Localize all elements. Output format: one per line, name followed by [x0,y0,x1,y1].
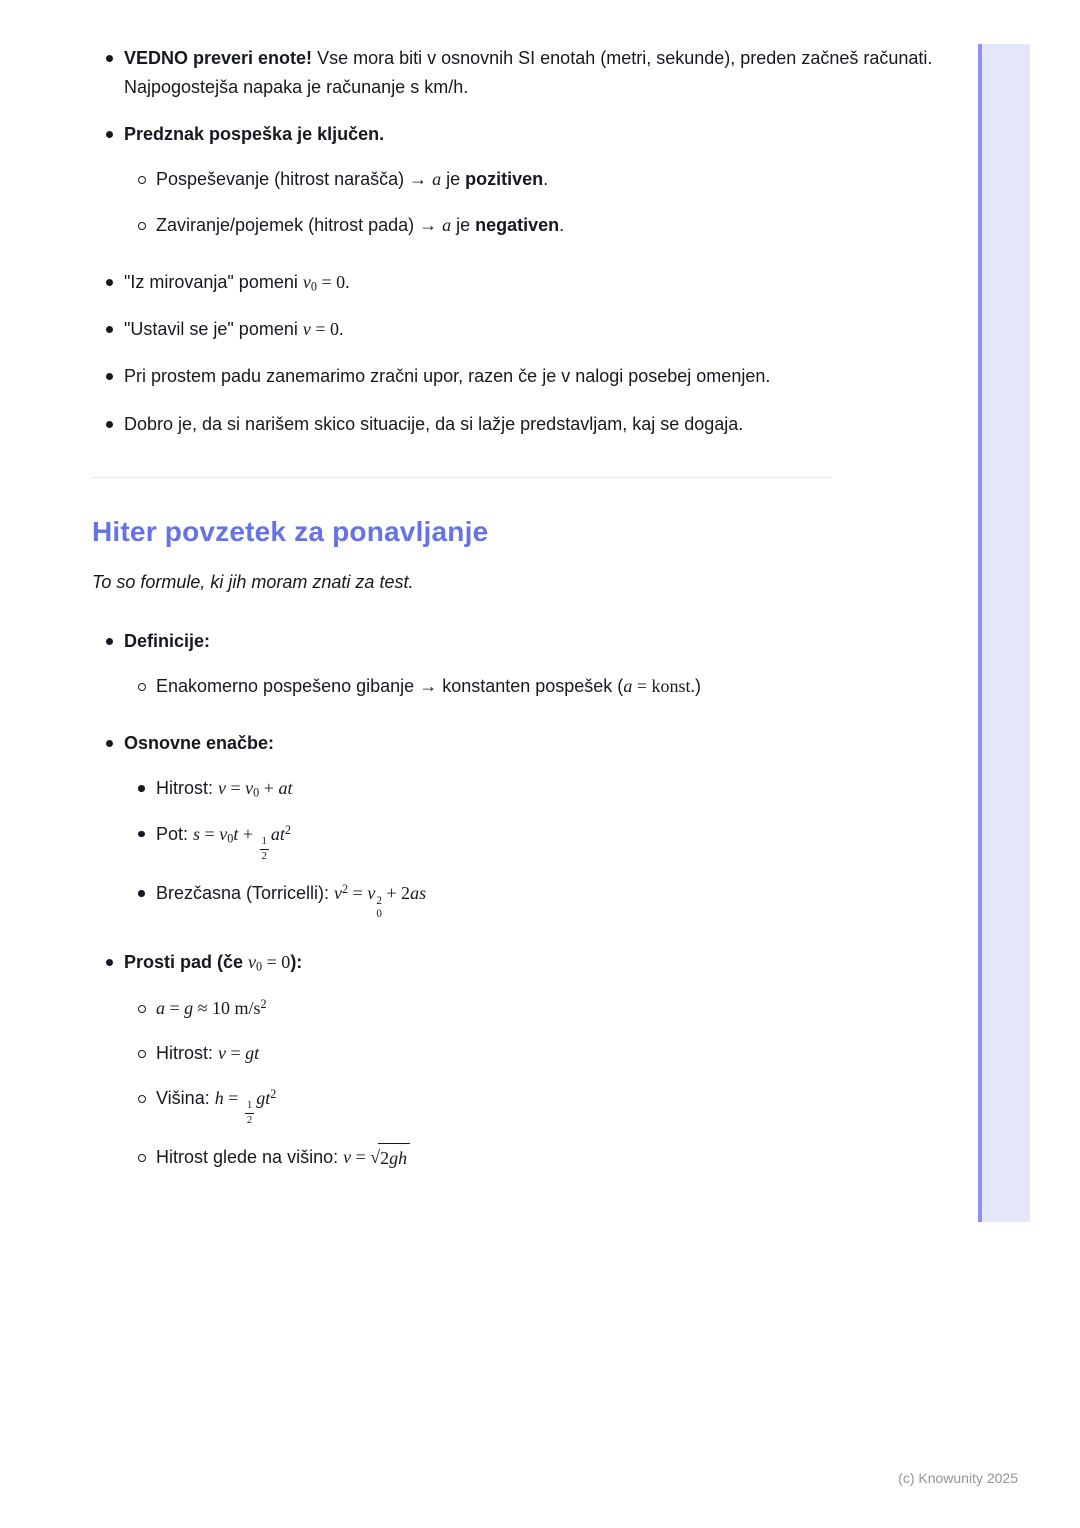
list-item [92,948,934,978]
list-item-text: a = g ≈ 10 $m/s^2$ [156,996,267,1018]
bullet-icon [104,120,124,149]
bullet-icon [136,820,156,863]
document-content [92,44,934,1174]
notes-list [92,44,934,439]
list-item [92,120,934,149]
list-item-text: Brezčasna (Torricelli): $v^2 = v$ 2 0 + 2as [156,881,427,920]
list-item-text: Zaviranje/pojemek (hitrost pada) → a je negativen. [156,214,565,235]
list-item-text: Dobro je, da si narišem skico situacije, da si lažje predstavljam, kaj se dogaja. [124,413,744,434]
list-item [92,1084,934,1127]
sup-sub-stack: 2 0 [376,894,382,920]
list-item-text: Enakomerno pospešeno gibanje → konstanten pospešek (a = konst.) [156,675,701,696]
list-item-text: Predznak pospeška je ključen. [124,124,385,145]
list-item [92,268,934,298]
section-divider [92,477,832,478]
bullet-icon [104,362,124,391]
bullet-icon [104,315,124,344]
bullet-icon [136,879,156,920]
list-item-text: Pospeševanje (hitrost narašča) → a je pozitiven. [156,169,549,190]
bullet-icon [136,1039,156,1068]
fraction: $\frac{1}{2}$ [246,1099,253,1126]
scrollbar-track[interactable] [978,44,1030,1222]
list-item [92,672,934,701]
bullet-icon [136,1084,156,1127]
bullet-icon [104,729,124,758]
section-heading: Hiter povzetek za ponavljanje [92,515,489,547]
list-item-text: Pot: $s = v_0t$ + $\frac{1}{2}$ $at^2$ [156,822,292,862]
bullet-icon [136,165,156,194]
list-item [92,820,934,863]
bullet-icon [104,948,124,978]
list-item-text: Prosti pad (če $v_0 = 0$): [124,952,303,975]
list-item-text: Pri prostem padu zanemarimo zračni upor, razen če je v nalogi posebej omenjen. [124,366,771,387]
list-item [92,729,934,758]
intro-paragraph: To so formule, ki jih moram znati za test. [92,571,414,592]
list-item [92,211,934,240]
footer-copyright: (c) Knowunity 2025 [898,1470,1018,1486]
bullet-icon [104,410,124,439]
list-item-text: Hitrost: v = gt [156,1042,260,1063]
bullet-icon [136,672,156,701]
list-item-text: Definicije: [124,630,211,651]
list-item-text: Hitrost: $v = v_0$ + at [156,778,293,800]
list-item [92,44,934,102]
square-root: √ 2gh [370,1143,410,1173]
list-item [92,410,934,439]
list-item [92,627,934,656]
list-item [92,879,934,920]
list-item-text: Osnovne enačbe: [124,733,275,754]
list-item [92,362,934,391]
list-item [92,774,934,804]
list-item-text: "Iz mirovanja" pomeni $v_0 = 0$. [124,271,350,294]
bullet-icon [104,268,124,298]
summary-list [92,627,934,1174]
list-item [92,1143,934,1173]
bullet-icon [136,211,156,240]
bullet-icon [104,44,124,102]
list-item-text: "Ustavil se je" pomeni v = 0. [124,319,344,340]
list-item [92,994,934,1023]
bullet-icon [104,627,124,656]
list-item [92,1039,934,1068]
bullet-icon [136,994,156,1023]
list-item-text: Višina: h = $\frac{1}{2}$ $gt^2$ [156,1087,277,1126]
list-item-text: Hitrost glede na višino: v = √ 2gh [156,1143,934,1173]
list-item [92,165,934,194]
bullet-icon [136,774,156,804]
list-item-text: VEDNO preveri enote! Vse mora biti v osnovnih SI enotah (metri, sekunde), preden začneš računati. Najpogostejša napaka je računanje s km/h. [124,48,933,98]
bullet-icon [136,1143,156,1173]
fraction: $\frac{1}{2}$ [261,835,267,862]
list-item [92,315,934,344]
